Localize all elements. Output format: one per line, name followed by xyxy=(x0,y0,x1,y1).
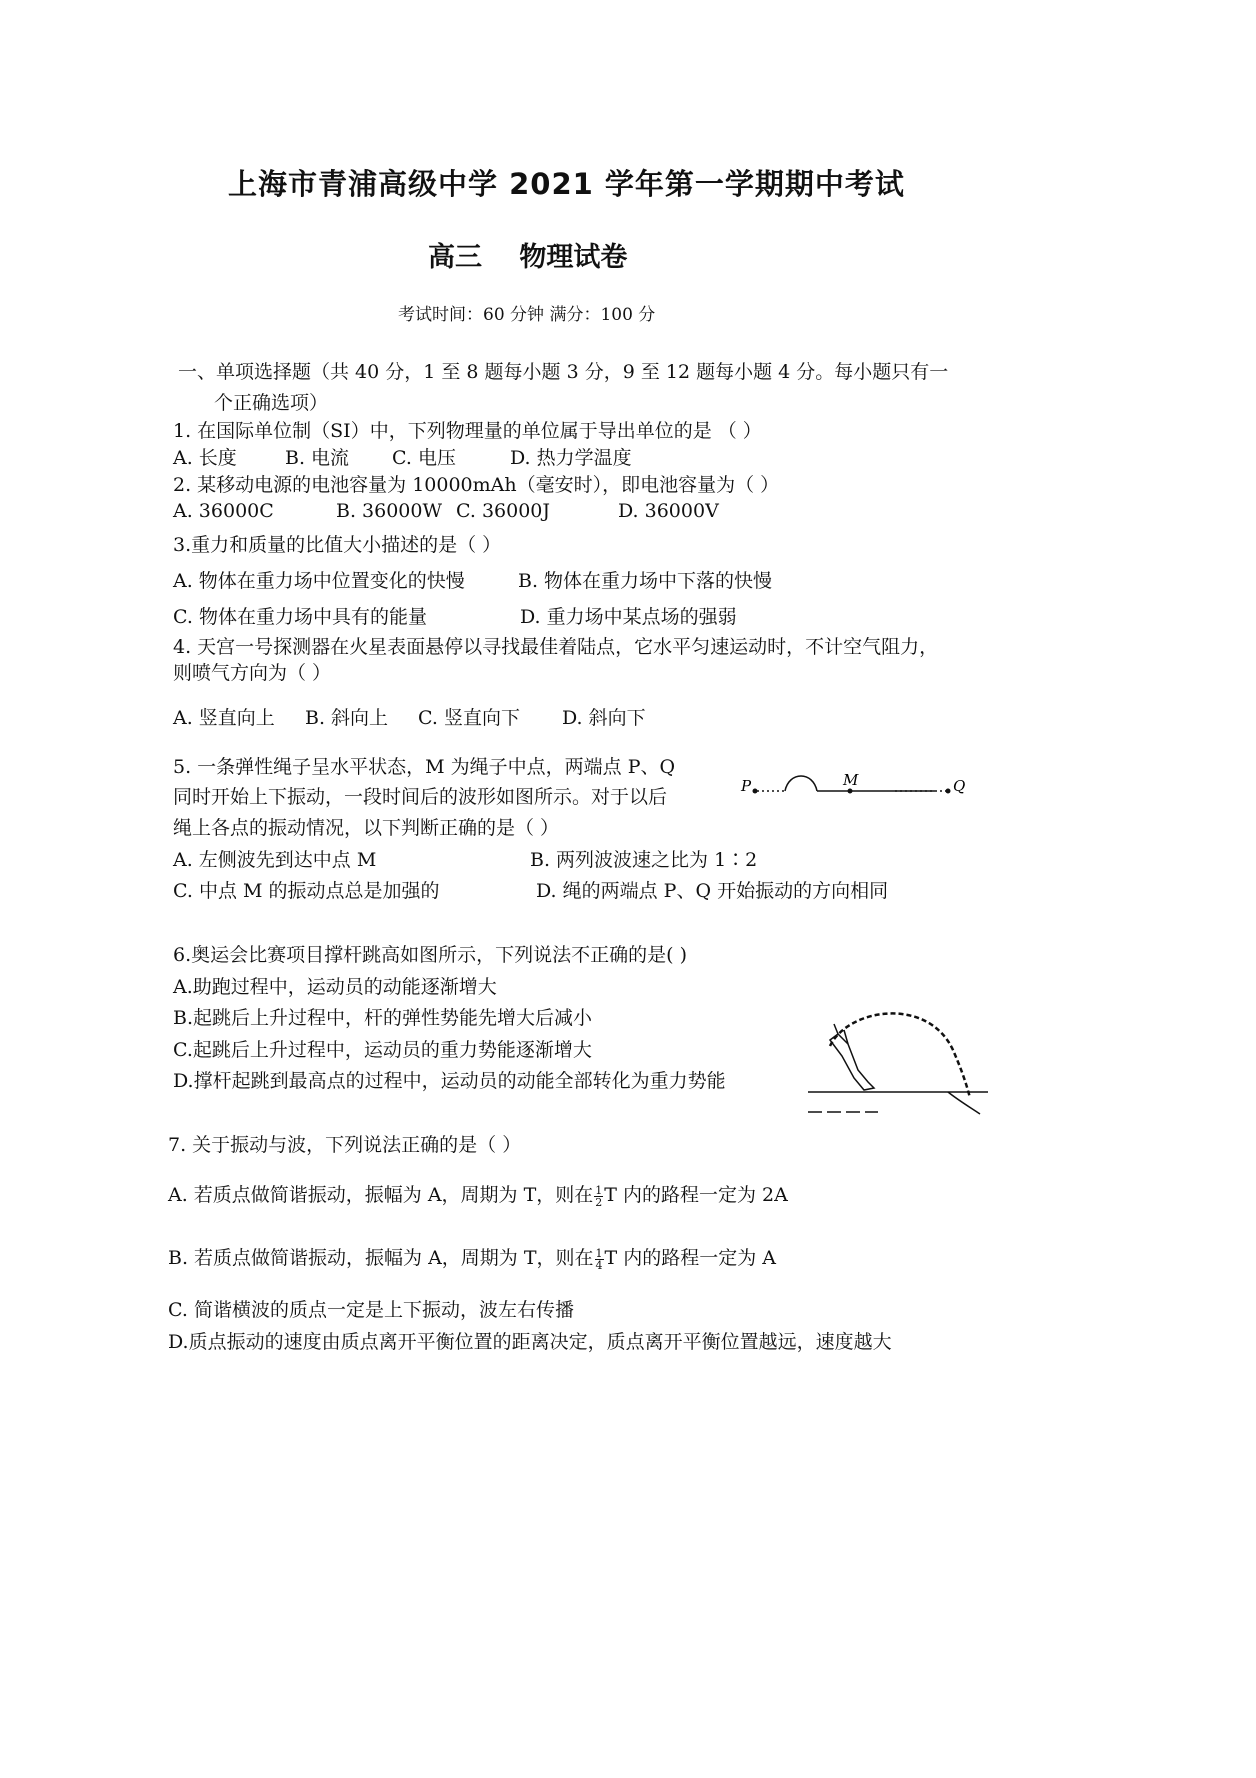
q3-option-d: D. 重力场中某点场的强弱 xyxy=(520,606,737,628)
q7-option-b-post: T 内的路程一定为 A xyxy=(604,1247,777,1269)
q6-option-b: B.起跳后上升过程中，杆的弹性势能先增大后减小 xyxy=(173,1007,593,1029)
q4-option-d: D. 斜向下 xyxy=(562,707,646,729)
q7-option-c: C. 简谐横波的质点一定是上下振动，波左右传播 xyxy=(168,1299,574,1321)
q4-stem-cont: 则喷气方向为（ ） xyxy=(173,662,332,684)
exam-info: 考试时间：60 分钟 满分：100 分 xyxy=(398,305,656,325)
q5-stem: 5. 一条弹性绳子呈水平状态，M 为绳子中点，两端点 P、Q xyxy=(173,756,676,778)
q7-option-a-pre: A. 若质点做简谐振动，振幅为 A，周期为 T，则在 xyxy=(168,1184,594,1206)
q7-option-b-pre: B. 若质点做简谐振动，振幅为 A，周期为 T，则在 xyxy=(168,1247,594,1269)
q7-option-a xyxy=(168,1180,788,1208)
q2-option-a: A. 36000C xyxy=(173,500,274,522)
q5-stem-cont1: 同时开始上下振动，一段时间后的波形如图所示。对于以后 xyxy=(173,786,668,808)
q3-option-b: B. 物体在重力场中下落的快慢 xyxy=(518,570,773,592)
q1-option-b: B. 电流 xyxy=(285,447,350,469)
pole-vault-figure xyxy=(808,1000,988,1120)
q7-option-a-fraction xyxy=(594,1185,603,1208)
q7-b-frac-num: 1 xyxy=(595,1246,603,1260)
q4-option-c: C. 竖直向下 xyxy=(418,707,520,729)
section-heading: 一、单项选择题（共 40 分，1 至 8 题每小题 3 分，9 至 12 题每小题 4 分。每小题只有一 xyxy=(178,361,949,383)
q5-label-m: M xyxy=(843,771,859,789)
q5-option-a: A. 左侧波先到达中点 M xyxy=(173,849,377,871)
q4-stem: 4. 天宫一号探测器在火星表面悬停以寻找最佳着陆点，它水平匀速运动时，不计空气阻力， xyxy=(173,636,939,658)
q2-stem: 2. 某移动电源的电池容量为 10000mAh（毫安时），即电池容量为（ ） xyxy=(173,474,780,496)
q5-option-d: D. 绳的两端点 P、Q 开始振动的方向相同 xyxy=(536,880,889,902)
q7-b-frac-den: 4 xyxy=(595,1258,603,1272)
q5-option-b: B. 两列波波速之比为 1∶2 xyxy=(530,849,758,871)
section-heading-cont: 个正确选项） xyxy=(214,392,329,414)
q5-option-c: C. 中点 M 的振动点总是加强的 xyxy=(173,880,440,902)
q7-option-a-post: T 内的路程一定为 2A xyxy=(604,1184,788,1206)
q7-option-b-fraction xyxy=(595,1248,604,1271)
q7-option-d: D.质点振动的速度由质点离开平衡位置的距离决定，质点离开平衡位置越远，速度越大 xyxy=(168,1331,892,1353)
q2-option-c: C. 36000J xyxy=(456,500,550,522)
q4-option-a: A. 竖直向上 xyxy=(173,707,275,729)
q7-a-frac-den: 2 xyxy=(595,1195,603,1209)
q7-option-b xyxy=(168,1243,776,1271)
q5-label-q: Q xyxy=(953,777,966,795)
q7-a-frac-num: 1 xyxy=(595,1183,603,1197)
q6-option-c: C.起跳后上升过程中，运动员的重力势能逐渐增大 xyxy=(173,1039,592,1061)
q1-option-c: C. 电压 xyxy=(392,447,456,469)
q1-option-d: D. 热力学温度 xyxy=(510,447,632,469)
q6-option-d: D.撑杆起跳到最高点的过程中，运动员的动能全部转化为重力势能 xyxy=(173,1070,726,1092)
q6-option-a: A.助跑过程中，运动员的动能逐渐增大 xyxy=(173,976,497,998)
q3-option-c: C. 物体在重力场中具有的能量 xyxy=(173,606,427,628)
q5-label-p: P xyxy=(741,777,752,795)
q7-stem: 7. 关于振动与波，下列说法正确的是（ ） xyxy=(168,1134,522,1156)
q2-option-b: B. 36000W xyxy=(336,500,443,522)
q1-option-a: A. 长度 xyxy=(173,447,237,469)
q3-option-a: A. 物体在重力场中位置变化的快慢 xyxy=(173,570,465,592)
q4-option-b: B. 斜向上 xyxy=(305,707,389,729)
q2-option-d: D. 36000V xyxy=(618,500,719,522)
q3-stem: 3.重力和质量的比值大小描述的是（ ） xyxy=(173,534,502,556)
exam-subtitle: 高三 物理试卷 xyxy=(428,242,628,273)
q1-stem: 1. 在国际单位制（SI）中，下列物理量的单位属于导出单位的是 （ ） xyxy=(173,420,762,442)
q5-stem-cont2: 绳上各点的振动情况，以下判断正确的是（ ） xyxy=(173,817,560,839)
q6-stem: 6.奥运会比赛项目撑杆跳高如图所示，下列说法不正确的是( ) xyxy=(173,944,687,966)
exam-title: 上海市青浦高级中学 2021 学年第一学期期中考试 xyxy=(228,167,905,201)
q5-wave-figure xyxy=(735,765,975,805)
